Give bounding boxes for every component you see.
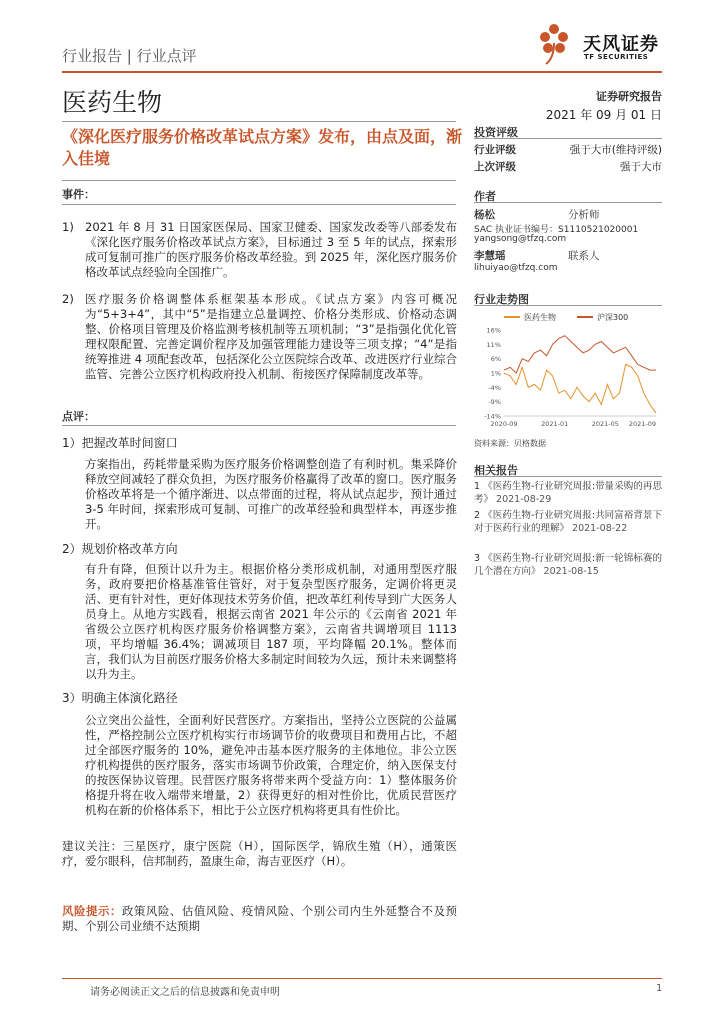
y-tick-label: 6% xyxy=(490,355,501,364)
rating-divider xyxy=(474,138,662,139)
author-cert: SAC 执业证书编号：S1110521020001 xyxy=(474,225,639,235)
report-kind: 证券研究报告 xyxy=(596,90,662,103)
footer-divider xyxy=(62,978,662,979)
sector-divider xyxy=(62,121,456,122)
rating-heading: 投资评级 xyxy=(474,126,518,139)
point-text: 有升有降，但预计以升为主。根据价格分类形成机制，对通用型医疗服务，政府要把价格基准管住管好，对于复杂型医疗服务，定调价将更灵活、更有针对性，更好体现技术劳务价值，把改革红利传导到广大医务人员身上。从地方实践看，根据云南省 2021 年公示的《云南省 2021 年省级公立医疗机构医疗服务价格调整方案》，云南省共调增项目 1113 项，平均增幅 36.4%；调减项目 187 项，平均降幅 20.1%。整体而言，我们认为目前医疗服务价格大多制定时间较为久远，预计未来调整将以升为主。 xyxy=(85,562,457,681)
rating-key: 行业评级 xyxy=(474,144,516,156)
comment-heading: 点评： xyxy=(62,410,95,423)
header-divider xyxy=(62,71,662,73)
rating-value: 强于大市 xyxy=(620,161,662,173)
related-item[interactable] xyxy=(474,552,662,578)
author-email: lihuiyao@tfzq.com xyxy=(474,263,558,273)
series-line-医药生物 xyxy=(504,364,656,413)
series-line-沪深300 xyxy=(504,336,656,373)
page-number: 1 xyxy=(656,983,663,994)
chart-legend xyxy=(504,312,628,322)
comment-divider xyxy=(62,425,456,426)
event-divider xyxy=(62,204,456,205)
trend-heading: 行业走势图 xyxy=(474,293,529,306)
x-tick-label: 2021-09 xyxy=(628,420,656,428)
y-tick-label: 11% xyxy=(486,340,501,349)
x-tick-label: 2021-01 xyxy=(541,420,569,428)
page-title: 《深化医疗服务价格改革试点方案》发布，由点及面，渐入佳境 xyxy=(62,127,463,168)
y-tick-label: -9% xyxy=(488,398,501,407)
sector-name: 医药生物 xyxy=(62,88,163,117)
report-category: 行业报告 | 行业点评 xyxy=(62,47,197,65)
footer-disclaimer: 请务必阅读正文之后的信息披露和免责申明 xyxy=(90,987,280,998)
point-title: 2）规划价格改革方向 xyxy=(62,542,178,556)
event-number: 2) xyxy=(62,292,74,306)
y-tick-label: 16% xyxy=(486,326,501,335)
related-divider xyxy=(474,476,662,477)
related-item[interactable] xyxy=(474,480,662,506)
x-tick-label: 2020-09 xyxy=(490,420,518,428)
suggestion-text: 建议关注：三星医疗，康宁医院（H），国际医学，锦欣生殖（H），通策医疗，爱尔眼科，信邦制药，盈康生命，海吉亚医疗（H）。 xyxy=(62,839,457,868)
author-email: yangsong@tfzq.com xyxy=(474,234,567,244)
title-divider xyxy=(62,180,456,181)
logo-text: 天风证券 xyxy=(583,34,659,55)
related-heading: 相关报告 xyxy=(474,464,518,477)
event-number: 1) xyxy=(62,220,74,234)
related-date: 2021-08-15 xyxy=(543,566,599,577)
event-heading: 事件： xyxy=(62,188,95,201)
logo-text-en: TF SECURITIES xyxy=(584,53,649,61)
authors-heading: 作者 xyxy=(474,190,496,203)
author-role: 分析师 xyxy=(568,209,600,221)
point-text: 公立突出公益性，全面利好民营医疗。方案指出，坚持公立医院的公益属性，严格控制公立医疗机构实行市场调节价的收费项目和费用占比，不超过全部医疗服务的 10%，避免冲击基本医疗服务的主体地位。非公立医疗机构提供的医疗服务，落实市场调节价政策，合理定价，纳入医保支付的按医保协议管理。民营医疗服务将带来两个受益方向：1）整体服务价格提升将在收入端带来增量，2）获得更好的相对性价比，优质民营医疗机构在新的价格体系下，相比于公立医疗机构将更具有性价比。 xyxy=(85,713,457,817)
risk-label: 风险提示： xyxy=(62,904,122,918)
authors-divider xyxy=(474,202,662,203)
risk-notice xyxy=(62,904,457,934)
legend-label-b: 沪深300 xyxy=(597,313,629,322)
risk-text: 政策风险、估值风险、疫情风险、个别公司内生外延整合不及预期、个别公司业绩不达预期 xyxy=(62,904,457,933)
author-name: 杨松 xyxy=(474,209,495,221)
related-date: 2021-08-22 xyxy=(572,523,628,534)
logo-flower-icon xyxy=(540,24,568,64)
related-date: 2021-08-29 xyxy=(496,494,552,505)
legend-label-a: 医药生物 xyxy=(524,313,556,322)
trend-divider xyxy=(474,305,662,306)
report-date: 2021 年 09 月 01 日 xyxy=(545,108,662,122)
y-tick-label: 1% xyxy=(490,369,501,378)
x-tick-label: 2021-05 xyxy=(591,420,619,428)
rating-value: 强于大市(维持评级) xyxy=(569,144,662,156)
point-title: 1）把握改革时间窗口 xyxy=(62,436,178,450)
point-title: 3）明确主体演化路径 xyxy=(62,691,178,705)
related-title: 1 《医药生物-行业研究周报:带量采购的再思考》 xyxy=(474,481,662,505)
y-tick-label: -14% xyxy=(484,412,501,421)
event-text: 2021 年 8 月 31 日国家医保局、国家卫健委、国家发改委等八部委发布《深化医疗服务价格改革试点方案》，目标通过 3 至 5 年的试点，探索形成可复制可推广的医疗服务价格改革经验。到 2025 年，深化医疗服务价格改革试点经验向全国推广。 xyxy=(85,220,457,279)
author-row xyxy=(474,248,662,262)
related-title: 3 《医药生物-行业研究周报:新一轮锦标赛的几个潜在方向》 xyxy=(474,553,662,577)
y-tick-label: -4% xyxy=(488,383,501,392)
event-text: 医疗服务价格调整体系框架基本形成。《试点方案》内容可概况为“5+3+4”，其中“5”是指建立总量调控、价格分类形成、价格动态调整、价格项目管理及价格监测考核机制等五项机制；“3”是指强化优化管理权限配置、完善定调价程序及加强管理能力建设等三项支撑；“4”是指统筹推进 4 项配套改革，包括深化公立医院综合改革、改进医疗行业综合监管、完善公立医疗机构政府投入机制、衔接医疗保障制度改革等。 xyxy=(85,292,457,381)
point-text: 方案指出，药耗带量采购为医疗服务价格调整创造了有利时机。集采降价释放空间减轻了群众负担，为医疗服务价格赢得了改革的窗口。医疗服务价格改革将是一个循序渐进、以点带面的过程，将从试点起步，预计通过 3-5 年时间，探索形成可复制、可推广的改革经验和典型样本，再逐步推开。 xyxy=(85,457,457,531)
trend-chart xyxy=(474,308,662,430)
author-row xyxy=(474,207,662,221)
related-item[interactable] xyxy=(474,509,662,535)
author-role: 联系人 xyxy=(568,250,600,262)
rating-key: 上次评级 xyxy=(474,161,516,173)
related-title: 2 《医药生物-行业研究周报:共同富裕背景下对于医药行业的理解》 xyxy=(474,510,662,534)
chart-source: 资料来源：贝格数据 xyxy=(474,439,546,448)
author-name: 李慧瑶 xyxy=(474,250,506,262)
